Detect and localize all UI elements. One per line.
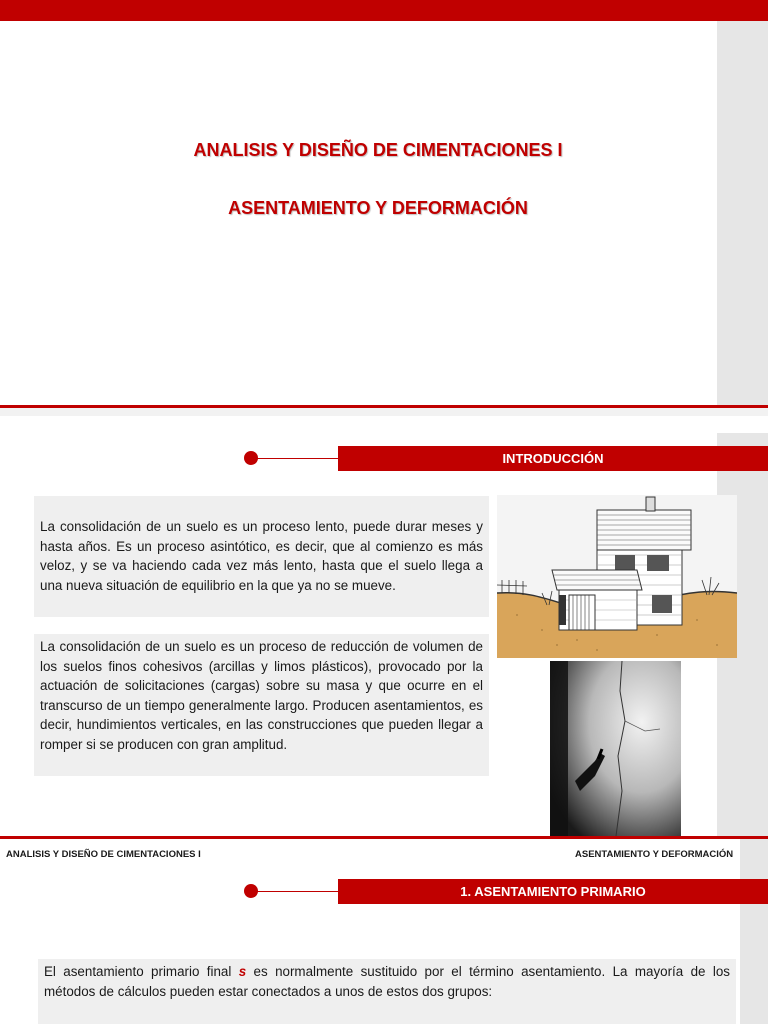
slide-divider xyxy=(0,836,768,839)
wall-crack-photo xyxy=(550,661,681,836)
top-red-bar xyxy=(0,0,768,21)
settlement-symbol: s xyxy=(238,964,247,979)
paragraph-text-before: El asentamiento primario final xyxy=(44,964,239,979)
footer-topic-name: ASENTAMIENTO Y DEFORMACIÓN xyxy=(575,849,734,860)
house-settlement-illustration xyxy=(497,495,737,658)
topic-title: ASENTAMIENTO Y DEFORMACIÓN xyxy=(228,198,528,218)
footer-course-name: ANALISIS Y DISEÑO DE CIMENTACIONES I xyxy=(6,849,201,860)
intro-paragraph-1: La consolidación de un suelo es un proceso lento, puede durar meses y hasta años. Es un proceso asintótico, es decir, que al comienzo es más veloz, y se va haciendo cada vez más lento, hasta que el suelo llega a una nueva situación de equilibrio en la que ya no se mueve. xyxy=(34,496,489,617)
section-connector-line xyxy=(256,458,340,459)
paragraph-text-after: es normalmente sustituido por el término asentamiento. La mayoría de los métodos de cálculos pueden estar conectados a unos de estos dos grupos: xyxy=(44,964,730,999)
section-banner-introduccion: INTRODUCCIÓN xyxy=(338,446,768,471)
slide-gap xyxy=(0,408,768,416)
section-bullet-icon xyxy=(244,451,258,465)
course-title: ANALISIS Y DISEÑO DE CIMENTACIONES I xyxy=(193,140,563,160)
section-connector-line xyxy=(256,891,340,892)
section-banner-asentamiento-primario: 1. ASENTAMIENTO PRIMARIO xyxy=(338,879,768,904)
right-gray-strip xyxy=(740,839,768,1024)
section-bullet-icon xyxy=(244,884,258,898)
intro-paragraph-2: La consolidación de un suelo es un proceso de reducción de volumen de los suelos finos cohesivos (arcillas y limos plásticos), provocado por la actuación de solicitaciones (cargas) sobre su masa y que ocurre en el transcurso de un tiempo generalmente largo. Producen asentamientos, es decir, hundimientos verticales, en las construcciones que pueden llegar a romper si se producen con gran amplitud. xyxy=(34,634,489,776)
primary-settlement-paragraph xyxy=(38,959,736,1024)
